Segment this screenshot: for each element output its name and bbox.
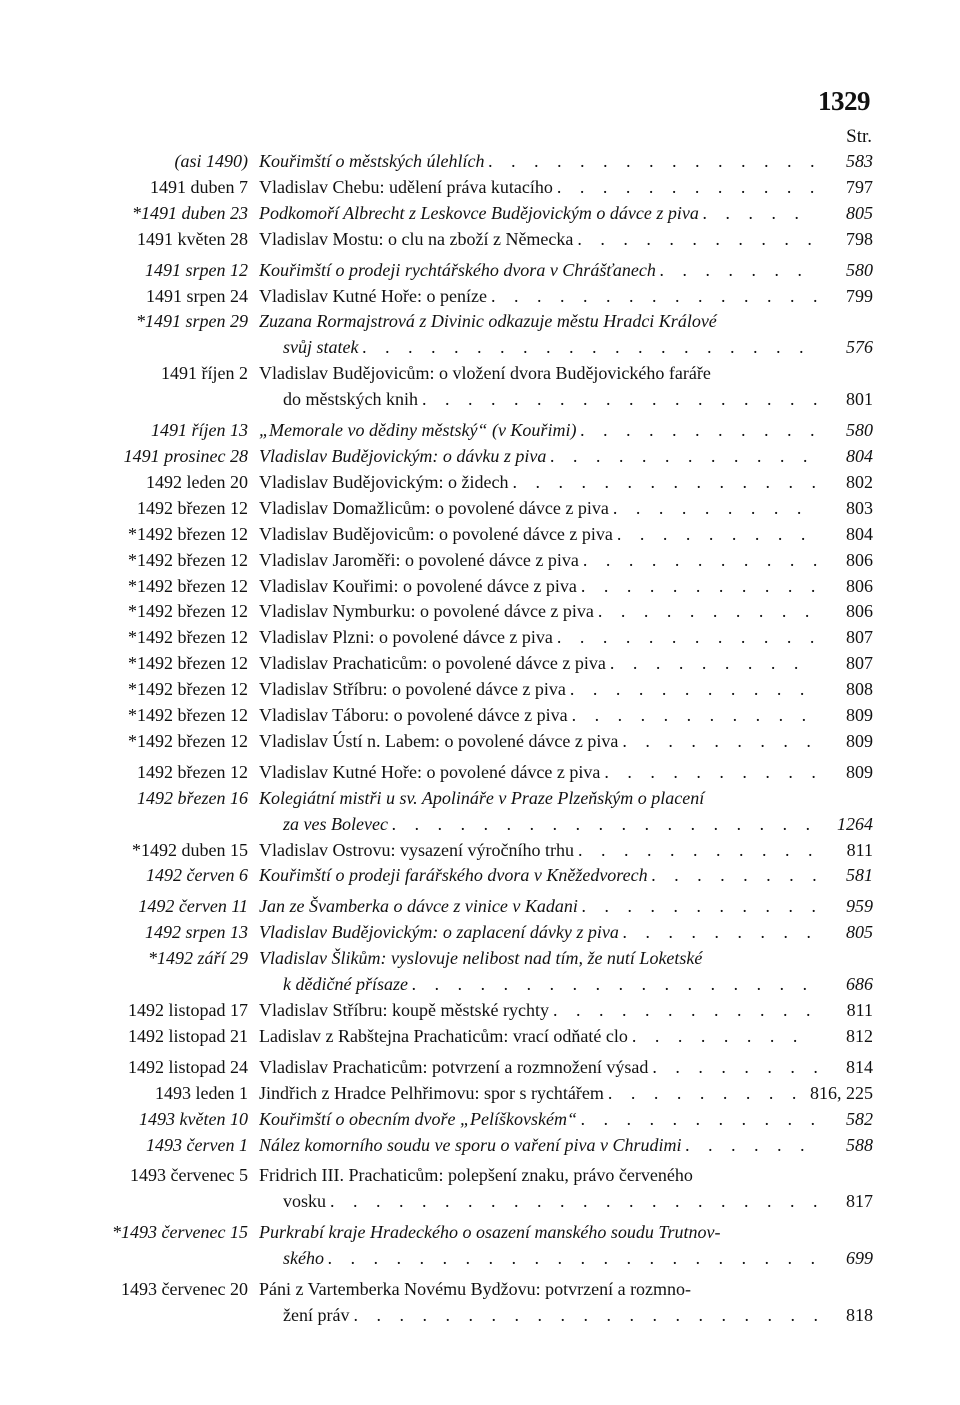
entry-text-span: Kouřimští o obecním dvoře „Pelíškovském“: [259, 1108, 577, 1129]
entry-text-span: Fridrich III. Prachaticům: polepšení znaku, právo červeného: [259, 1165, 693, 1186]
dot-leader: [648, 863, 817, 889]
entry-date: 1492 srpen 13: [145, 922, 248, 943]
entry-text: [259, 1081, 817, 1107]
register-entry: [88, 1107, 873, 1133]
entry-date: 1493 květen 10: [139, 1108, 248, 1129]
entry-text-span: Jindřich z Hradce Pelhřimovu: spor s rychtářem: [259, 1082, 604, 1103]
dot-leader: [324, 1246, 817, 1272]
entry-text: [259, 309, 817, 361]
entry-text-line: [259, 1133, 817, 1159]
entry-text-span: ského: [283, 1248, 324, 1269]
entry-text-span: Vladislav Mostu: o clu na zboží z Německa: [259, 228, 574, 249]
register-entry: [88, 1163, 873, 1215]
entry-date: *1491 srpen 29: [136, 311, 248, 332]
register-entry: [88, 998, 873, 1024]
entry-text: [259, 149, 817, 175]
dot-leader: [618, 729, 817, 755]
entry-page-ref: 801: [846, 389, 873, 410]
entry-text-line: [259, 149, 817, 175]
entry-text-span: „Memorale vo dědiny městský“ (v Kouřimi): [259, 420, 577, 441]
entry-date: *1492 březen 12: [128, 523, 248, 544]
entry-text-line: [259, 760, 817, 786]
entry-text-span: Vladislav Plzni: o povolené dávce z piva: [259, 627, 553, 648]
entry-text: [259, 677, 817, 703]
page-column-header: Str.: [846, 126, 872, 147]
page-number: 1329: [818, 86, 870, 116]
entry-text-line: [259, 998, 817, 1024]
entry-text-line: [259, 972, 817, 998]
entry-text-line: [259, 838, 817, 864]
entry-page-ref: 580: [846, 259, 873, 280]
entry-text: [259, 1163, 817, 1215]
entry-page-ref: 699: [846, 1248, 873, 1269]
entry-text: [259, 894, 817, 920]
entry-page-ref: 686: [846, 974, 873, 995]
entry-text: [259, 1133, 817, 1159]
entry-text-span: Vladislav Kouřimi: o povolené dávce z piva: [259, 575, 577, 596]
entry-page-ref: 803: [846, 497, 873, 518]
entry-page-ref: 806: [846, 601, 873, 622]
entry-date: *1492 březen 12: [128, 627, 248, 648]
entry-page-ref: 576: [846, 337, 873, 358]
entry-text: [259, 227, 817, 253]
dot-leader: [568, 703, 817, 729]
entry-page-ref: 582: [846, 1108, 873, 1129]
dot-leader: [553, 175, 817, 201]
entry-text: [259, 175, 817, 201]
entry-text-line: [259, 227, 817, 253]
register-entry: [88, 1055, 873, 1081]
register-entry: [88, 599, 873, 625]
entry-text-line: [259, 470, 817, 496]
entry-text-line: [259, 894, 817, 920]
entry-text-span: Nález komorního soudu ve sporu o vaření piva v Chrudimi: [259, 1134, 682, 1155]
dot-leader: [579, 548, 817, 574]
register-entry: [88, 703, 873, 729]
register-entry: [88, 920, 873, 946]
entry-text-span: Vladislav Budějovickým: o dávku z piva: [259, 445, 547, 466]
register-entry: [88, 625, 873, 651]
entry-text-line: [259, 729, 817, 755]
entry-date: *1492 září 29: [147, 948, 248, 969]
register-entry: [88, 496, 873, 522]
entry-date: 1492 leden 20: [146, 471, 248, 492]
entry-date: *1492 březen 12: [128, 575, 248, 596]
entry-date: *1491 duben 23: [132, 202, 248, 223]
entry-text-line: [259, 599, 817, 625]
register-entry: [88, 361, 873, 413]
entry-text-span: Vladislav Nymburku: o povolené dávce z piva: [259, 601, 594, 622]
entry-text: [259, 470, 817, 496]
entry-text-span: Vladislav Budějovickým: o zaplacení dávky z piva: [259, 922, 619, 943]
dot-leader: [418, 387, 817, 413]
entry-text-line: [259, 335, 817, 361]
dot-leader: [576, 418, 817, 444]
entry-text-line: [259, 201, 817, 227]
register-list: [88, 149, 873, 1329]
entry-text-line: [259, 548, 817, 574]
entry-page-ref: 807: [846, 627, 873, 648]
register-entry: [88, 284, 873, 310]
entry-text-span: Jan ze Švamberka o dávce z vinice v Kadani: [259, 896, 578, 917]
entry-date: *1493 červenec 15: [112, 1222, 248, 1243]
entry-text-span: svůj statek: [283, 337, 359, 358]
entry-page-ref: 818: [846, 1304, 873, 1325]
entry-page-ref: 581: [846, 865, 873, 886]
dot-leader: [681, 1133, 817, 1159]
entry-text-line: [259, 361, 817, 387]
entry-date: 1492 listopad 21: [128, 1025, 248, 1046]
entry-text: [259, 920, 817, 946]
entry-text: [259, 838, 817, 864]
entry-date: *1492 březen 12: [128, 679, 248, 700]
dot-leader: [487, 284, 817, 310]
dot-leader: [349, 1303, 817, 1329]
entry-text-line: [259, 1189, 817, 1215]
entry-page-ref: 814: [846, 1056, 873, 1077]
entry-text-span: vosku: [283, 1191, 327, 1212]
entry-date: 1492 červen 6: [146, 865, 248, 886]
register-entry: [88, 548, 873, 574]
entry-date: 1491 srpen 12: [145, 259, 248, 280]
register-entry: [88, 418, 873, 444]
entry-text-line: [259, 1163, 817, 1189]
entry-text: [259, 599, 817, 625]
entry-text-line: [259, 1220, 817, 1246]
entry-text-span: za ves Bolevec: [283, 813, 388, 834]
dot-leader: [388, 812, 817, 838]
dot-leader: [546, 444, 817, 470]
entry-text-span: k dědičné přísaze: [283, 974, 408, 995]
entry-text: [259, 1107, 817, 1133]
entry-text-span: Vladislav Ostrovu: vysazení výročního trhu: [259, 839, 574, 860]
entry-page-ref: 959: [846, 896, 873, 917]
register-entry: [88, 946, 873, 998]
register-entry: [88, 1024, 873, 1050]
entry-page-ref: 809: [846, 730, 873, 751]
entry-text-span: Vladislav Chebu: udělení práva kutacího: [259, 176, 553, 197]
register-entry: [88, 1133, 873, 1159]
entry-page-ref: 817: [846, 1191, 873, 1212]
entry-text-line: [259, 946, 817, 972]
register-entry: [88, 729, 873, 755]
dot-leader: [326, 1189, 817, 1215]
entry-page-ref: 580: [846, 420, 873, 441]
entry-text-span: do městských knih: [283, 389, 418, 410]
entry-text-span: Vladislav Stříbru: o povolené dávce z piva: [259, 679, 566, 700]
entry-text-line: [259, 284, 817, 310]
entry-text: [259, 863, 817, 889]
entry-date: 1492 červen 11: [138, 896, 248, 917]
entry-date: 1491 duben 7: [150, 176, 248, 197]
entry-text-line: [259, 677, 817, 703]
entry-text-line: [259, 651, 817, 677]
entry-date: 1491 prosinec 28: [123, 445, 248, 466]
entry-text: [259, 998, 817, 1024]
dot-leader: [566, 677, 817, 703]
dot-leader: [574, 838, 817, 864]
entry-text-span: Ladislav z Rabštejna Prachaticům: vrací odňaté clo: [259, 1025, 628, 1046]
dot-leader: [594, 599, 817, 625]
entry-text-line: [259, 786, 817, 812]
register-entry: [88, 149, 873, 175]
entry-text-span: Vladislav Kutné Hoře: o povolené dávce z piva: [259, 761, 601, 782]
dot-leader: [619, 920, 817, 946]
entry-text: [259, 444, 817, 470]
entry-date: 1491 říjen 2: [161, 363, 248, 384]
entry-text-line: [259, 703, 817, 729]
entry-text: [259, 574, 817, 600]
entry-page-ref: 799: [846, 285, 873, 306]
entry-date: 1492 listopad 17: [128, 1000, 248, 1020]
register-entry: [88, 309, 873, 361]
entry-text-span: Vladislav Ústí n. Labem: o povolené dávce z piva: [259, 730, 619, 751]
entry-text-span: Vladislav Táboru: o povolené dávce z piva: [259, 705, 568, 726]
entry-text: [259, 284, 817, 310]
entry-text-span: Páni z Vartemberka Novému Bydžovu: potvrzení a rozmno-: [259, 1279, 692, 1300]
entry-text: [259, 729, 817, 755]
entry-text-line: [259, 625, 817, 651]
register-entry: [88, 863, 873, 889]
entry-page-ref: 805: [846, 202, 873, 223]
entry-text-line: [259, 258, 817, 284]
entry-date: 1493 leden 1: [155, 1082, 248, 1103]
entry-text-span: Kouřimští o prodeji farářského dvora v Kněžedvorech: [259, 865, 648, 886]
entry-text-span: Vladislav Šlikům: vyslovuje nelibost nad tím, že nutí Loketské: [259, 948, 703, 969]
entry-text-span: Kouřimští o prodeji rychtářského dvora v Chrášťanech: [259, 259, 656, 280]
entry-date: 1493 červenec 20: [121, 1279, 248, 1300]
register-entry: [88, 786, 873, 838]
register-entry: [88, 175, 873, 201]
entry-date: *1492 březen 12: [128, 705, 248, 726]
entry-text-line: [259, 418, 817, 444]
entry-text: [259, 786, 817, 838]
entry-page-ref: 1264: [837, 813, 873, 834]
dot-leader: [484, 149, 817, 175]
entry-text-line: [259, 1246, 817, 1272]
entry-text: [259, 946, 817, 998]
entry-date: 1493 červenec 5: [130, 1165, 248, 1186]
entry-page-ref: 797: [846, 176, 873, 197]
entry-text: [259, 548, 817, 574]
entry-text-span: Vladislav Jaroměři: o povolené dávce z piva: [259, 549, 579, 570]
entry-text-span: Purkrabí kraje Hradeckého o osazení manského soudu Trutnov-: [259, 1222, 721, 1243]
entry-text-line: [259, 1303, 817, 1329]
entry-text-span: Vladislav Prachaticům: o povolené dávce z piva: [259, 653, 606, 674]
dot-leader: [358, 335, 817, 361]
entry-text-span: Kolegiátní mistři u sv. Apolináře v Praze Plzeňským o placení: [259, 787, 705, 808]
entry-text: [259, 760, 817, 786]
dot-leader: [408, 972, 817, 998]
entry-text-line: [259, 522, 817, 548]
entry-page-ref: 816, 225: [810, 1082, 873, 1103]
register-entry: [88, 444, 873, 470]
entry-page-ref: 805: [846, 922, 873, 943]
register-entry: [88, 470, 873, 496]
entry-page-ref: 807: [846, 653, 873, 674]
dot-leader: [553, 625, 817, 651]
entry-date: 1491 květen 28: [137, 228, 248, 249]
entry-date: *1492 březen 12: [128, 730, 248, 751]
entry-text-span: Podkomoří Albrecht z Leskovce Budějovickým o dávce z piva: [259, 202, 699, 223]
entry-date: *1492 březen 12: [128, 601, 248, 622]
entry-text: [259, 361, 817, 413]
entry-date: 1492 březen 12: [137, 497, 248, 518]
entry-text-line: [259, 1055, 817, 1081]
entry-text-span: Zuzana Rormajstrová z Divinic odkazuje městu Hradci Králové: [259, 311, 717, 332]
register-entry: [88, 1081, 873, 1107]
entry-date: *1492 březen 12: [128, 549, 248, 570]
entry-text-line: [259, 574, 817, 600]
register-entry: [88, 894, 873, 920]
dot-leader: [549, 998, 817, 1024]
entry-text: [259, 201, 817, 227]
entry-text: [259, 496, 817, 522]
register-entry: [88, 522, 873, 548]
entry-text: [259, 258, 817, 284]
entry-date: *1492 březen 12: [128, 653, 248, 674]
register-entry: [88, 574, 873, 600]
entry-text-line: [259, 1107, 817, 1133]
dot-leader: [648, 1055, 817, 1081]
entry-text-span: Vladislav Domažlicům: o povolené dávce z piva: [259, 497, 609, 518]
register-entry: [88, 677, 873, 703]
entry-page-ref: 806: [846, 575, 873, 596]
register-entry: [88, 651, 873, 677]
dot-leader: [606, 651, 817, 677]
entry-text-span: Vladislav Kutné Hoře: o peníze: [259, 285, 487, 306]
entry-text-span: Vladislav Budějovickým: o židech: [259, 471, 509, 492]
entry-page-ref: 811: [846, 839, 873, 860]
entry-text-line: [259, 387, 817, 413]
entry-page-ref: 809: [846, 705, 873, 726]
entry-page-ref: 809: [846, 761, 873, 782]
register-entry: [88, 201, 873, 227]
entry-text-line: [259, 920, 817, 946]
entry-text: [259, 418, 817, 444]
dot-leader: [600, 760, 817, 786]
entry-text: [259, 703, 817, 729]
dot-leader: [577, 1107, 817, 1133]
register-entry: [88, 760, 873, 786]
entry-page-ref: 806: [846, 549, 873, 570]
entry-text: [259, 651, 817, 677]
entry-text-span: žení práv: [283, 1304, 350, 1325]
entry-text-line: [259, 863, 817, 889]
entry-text: [259, 1055, 817, 1081]
entry-page-ref: 804: [846, 523, 873, 544]
entry-page-ref: 798: [846, 228, 873, 249]
entry-text-span: Vladislav Budějovicům: o povolené dávce z piva: [259, 523, 613, 544]
entry-text: [259, 1277, 817, 1329]
entry-text-span: Vladislav Stříbru: koupě městské rychty: [259, 1000, 549, 1020]
entry-text: [259, 625, 817, 651]
dot-leader: [628, 1024, 817, 1050]
dot-leader: [573, 227, 817, 253]
entry-text-line: [259, 812, 817, 838]
dot-leader: [699, 201, 817, 227]
entry-date: 1491 říjen 13: [151, 420, 248, 441]
dot-leader: [613, 522, 817, 548]
dot-leader: [609, 496, 817, 522]
entry-text-line: [259, 1081, 817, 1107]
entry-text-span: Vladislav Budějovicům: o vložení dvora Budějovického faráře: [259, 363, 711, 384]
entry-date: *1492 duben 15: [132, 839, 248, 860]
register-entry: [88, 227, 873, 253]
entry-page-ref: 588: [846, 1134, 873, 1155]
entry-text-line: [259, 496, 817, 522]
entry-page-ref: 808: [846, 679, 873, 700]
entry-text-line: [259, 309, 817, 335]
entry-date: 1492 listopad 24: [128, 1056, 248, 1077]
register-entry: [88, 838, 873, 864]
entry-text-line: [259, 444, 817, 470]
entry-page-ref: 804: [846, 445, 873, 466]
entry-page-ref: 811: [846, 1000, 873, 1020]
dot-leader: [577, 574, 817, 600]
entry-date: 1492 březen 16: [137, 787, 248, 808]
entry-text-line: [259, 1277, 817, 1303]
dot-leader: [578, 894, 817, 920]
entry-date: 1491 srpen 24: [146, 285, 248, 306]
dot-leader: [604, 1081, 817, 1107]
register-entry: [88, 1277, 873, 1329]
entry-date: (asi 1490): [174, 151, 248, 171]
register-entry: [88, 258, 873, 284]
entry-page-ref: 802: [846, 471, 873, 492]
entry-date: 1493 červen 1: [146, 1134, 248, 1155]
entry-text: [259, 1220, 817, 1272]
entry-text-line: [259, 175, 817, 201]
entry-text-span: Kouřimští o městských úlehlích: [259, 151, 485, 171]
entry-page-ref: 583: [846, 151, 873, 171]
dot-leader: [656, 258, 817, 284]
entry-text: [259, 522, 817, 548]
register-entry: [88, 1220, 873, 1272]
entry-text: [259, 1024, 817, 1050]
dot-leader: [508, 470, 817, 496]
entry-date: 1492 březen 12: [137, 761, 248, 782]
entry-text-span: Vladislav Prachaticům: potvrzení a rozmnožení výsad: [259, 1056, 649, 1077]
entry-text-line: [259, 1024, 817, 1050]
entry-page-ref: 812: [846, 1025, 873, 1046]
